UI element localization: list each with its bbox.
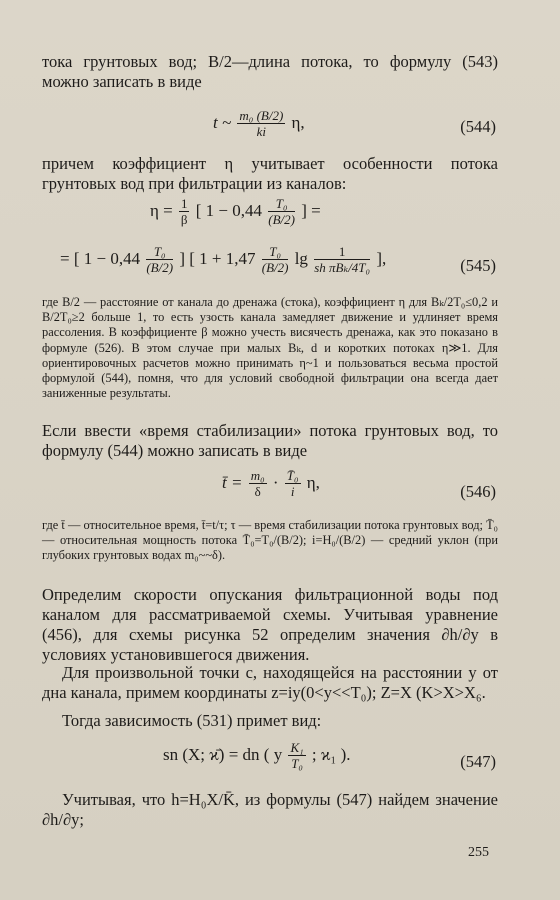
eq545-t0-a: T₀ <box>146 244 173 260</box>
eq544-denominator: ki <box>256 124 267 139</box>
eta-fraction-t0 <box>268 196 295 228</box>
eq547-k1: K₁ <box>290 740 304 755</box>
equation-eta <box>150 196 321 228</box>
eta-open: [ 1 − 0,44 <box>195 200 262 220</box>
eta-one: 1 <box>180 196 188 211</box>
footnote-2: где t̄ — относительное время, t̄=t/τ; τ — время стабилизации потока грунтовых вод; T̄₀ — относительная мощность потока T̄₀=T₀/(B/2); i=H₀/(B/2) — средний уклон (при глубоких грунтовых водах m₀~~δ). <box>42 518 498 563</box>
eq546-i: i <box>290 484 295 499</box>
eta-t0: T₀ <box>268 196 295 212</box>
eq546-tail: η, <box>306 472 320 492</box>
eq545-lg: lg <box>294 248 308 268</box>
eq544-label: (544) <box>460 117 496 136</box>
eq544-lhs: t ~ <box>213 112 232 132</box>
page-number: 255 <box>468 845 489 860</box>
eta-lhs: η = <box>150 200 173 220</box>
eq546-delta: δ <box>254 484 261 499</box>
eq547-label: (547) <box>460 752 496 771</box>
eta-b2: (B/2) <box>268 212 295 227</box>
eq544-fraction <box>237 108 285 140</box>
paragraph-5: Для произвольной точки c, находящейся на расстоянии y от дна канала, примем координаты z=iy(0<y<<T₀); Z=X (K>X>X₆. <box>42 663 498 702</box>
eq545-b2-a: (B/2) <box>146 260 174 275</box>
eq545-fraction-1 <box>146 244 173 276</box>
eq546-t0: T̄₀ <box>286 468 299 483</box>
eq545-label: (545) <box>460 256 496 275</box>
eta-fraction-beta <box>179 196 190 228</box>
paragraph-4: Определим скорости опускания фильтрационной воды под каналом для рассматриваемой схемы. Учитывая уравнение (456), для схемы рисунка 52 определим значения ∂h/∂y в условиях установившегося движения. <box>42 585 498 664</box>
eq546-lhs: t̄ = <box>222 472 243 492</box>
eq547-fraction <box>288 740 305 772</box>
eta-beta: β <box>180 212 188 227</box>
eq544-numerator: m₀ (B/2) <box>239 108 284 123</box>
eq545-mid: ] [ 1 + 1,47 <box>179 248 256 268</box>
eq545-open: = [ 1 − 0,44 <box>60 248 141 268</box>
eq547-t0: T₀ <box>291 756 303 771</box>
eta-close: ] = <box>301 200 321 220</box>
eq545-sh: sh πBₖ/4T₀ <box>314 260 371 275</box>
eq545-t0-b: T₀ <box>262 244 289 260</box>
eq545-fraction-3 <box>314 244 370 276</box>
eq545-fraction-2 <box>262 244 289 276</box>
eq545-b2-b: (B/2) <box>261 260 289 275</box>
footnote-1: где B/2 — расстояние от канала до дренажа (стока), коэффициент η для Bₖ/2T₀≤0,2 и B/2T₀≥2 больше 1, то есть узость канала замедляет движение и удлиняет время рассоления. В коэффициенте β можно учесть висячесть дренажа, как это показано в формуле (526). В этом случае при малых Bₖ, d и коротких потоках η≫1. Для ориентировочных расчетов можно принимать η~1 и пользоваться весьма простой формулой (544), помня, что для условий свободной фильтрации она всегда дает заниженные результаты. <box>42 295 498 401</box>
eq547-tail: ; ϰ₁ ). <box>311 744 351 764</box>
intro-paragraph: тока грунтовых вод; B/2—длина потока, то формулу (543) можно записать в виде <box>42 52 498 91</box>
eq546-dot: · <box>272 472 279 492</box>
equation-546 <box>222 468 320 500</box>
equation-545 <box>60 244 386 276</box>
eq545-one: 1 <box>314 244 370 260</box>
eq545-close: ], <box>376 248 387 268</box>
eq547-lhs: sn (X; ϰ̄) = dn ( y <box>163 744 283 764</box>
eq546-label: (546) <box>460 482 496 501</box>
eq546-fraction-1 <box>249 468 267 500</box>
paragraph-2: причем коэффициент η учитывает особенности потока грунтовых вод при фильтрации из каналов: <box>42 154 498 193</box>
eq546-m0: m₀ <box>250 468 265 483</box>
equation-547 <box>163 740 351 772</box>
eq546-fraction-2 <box>285 468 301 500</box>
paragraph-6: Тогда зависимость (531) примет вид: <box>62 711 322 730</box>
paragraph-3: Если ввести «время стабилизации» потока грунтовых вод, то формулу (544) можно записать в виде <box>42 421 498 460</box>
paragraph-7: Учитывая, что h=H₀X/K̄, из формулы (547) найдем значение ∂h/∂y; <box>42 790 498 829</box>
eq544-tail: η, <box>291 112 305 132</box>
equation-544 <box>213 108 305 140</box>
